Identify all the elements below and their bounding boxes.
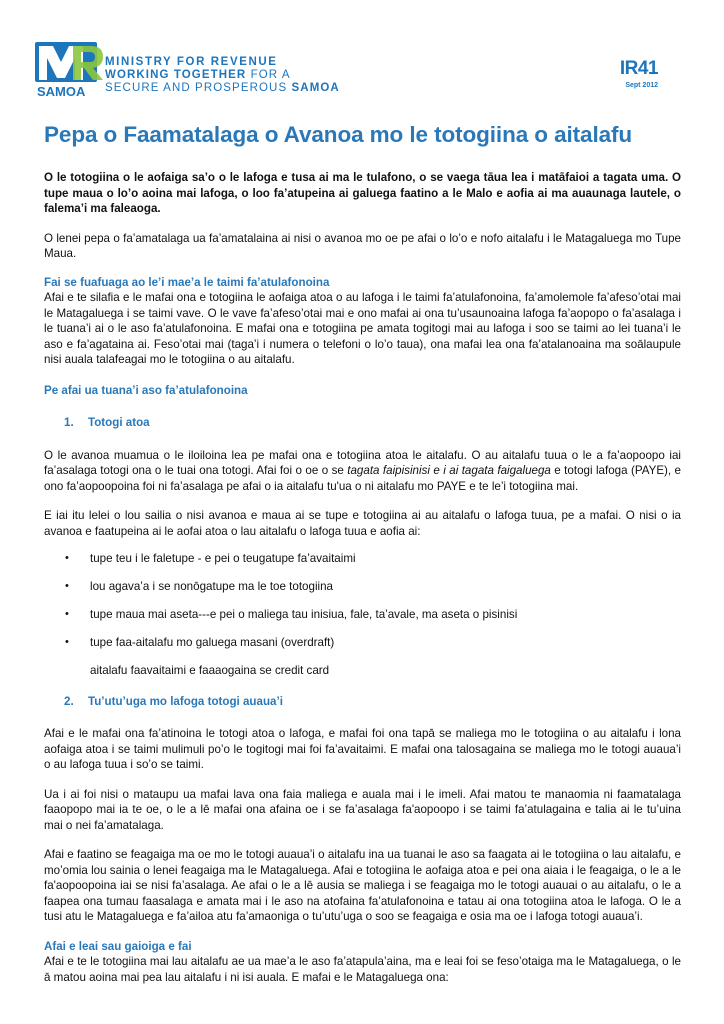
item1-p1-part-a: O le avanoa muamua o le iloiloina lea pe mafai ona e totogiina atoa le aitalafu. O au aitalafu tuua o le a fa’aopoopo iai fa’asalaga totogi ona o le tuai ona totogi. Afai foi o oe o se <box>44 448 681 477</box>
form-code: IR41 <box>619 58 658 79</box>
org-line-2-bold: WORKING TOGETHER <box>105 69 247 81</box>
document-body <box>44 170 681 985</box>
item1-heading <box>64 415 681 431</box>
list-note: aitalafu faavaitaimi e faaaogaina se credit card <box>90 664 330 677</box>
org-line-3 <box>105 82 340 95</box>
org-line-3-bold: SAMOA <box>291 82 340 94</box>
section1-body: Afai e te silafia e le mafai ona e totogiina le aofaiga atoa o au lafoga i le taimi fa’atulafonoina, fa’amolemole fa’afeso’otai mai le Matagaluega i se taimi vave. O le vave fa’afeso’otai mai e ono mafai ai ona tu’usaunoaina lafoga fa’aopopo o fa’asalaga i le tuana’i ai o le aso fa’atulafonoina. E mafai ona e totogiina pe amata togitogi mai au lafoga i soo se taimi ao lei tuana’i le aso e fa’agataina ai. Feso’otai mai (taga’i i numera o telefoni o lo’o taua), ona mafai lea ona fa’atalanoaina ma soālaupule nisi auala talafeagai mo le totogiina o au aitalafu. <box>44 291 681 366</box>
item2-heading <box>64 694 681 710</box>
form-code-block <box>620 58 658 89</box>
bullet-icon: • <box>65 552 69 564</box>
item1-p1-part-b: e totogi lafoga (PAYE), e ono fa’aopoopoina foi ni fa’asalaga pe afai o ia aitalafu tu'ua o ni aitalafu mo PAYE e te le’i totogiina mai. <box>44 464 682 493</box>
item1-paragraph-2: E iai itu lelei o lou sailia o nisi avanoa e maua ai se tupe e totogiina ai au aitalafu o lafoga tuua, pe a mafai. O nisi o ia avanoa e faatupeina ai le aofai atoa o lau aitalafu o lafoga tuua e aofia ai: <box>44 509 681 538</box>
list-item-text: tupe maua mai aseta---e pei o maliega tau inisiua, fale, ta’avale, ma aseta o pisinisi <box>90 608 518 621</box>
list-item-text: lou agava’a i se nonōgatupe ma le toe totogiina <box>90 580 334 593</box>
section3-heading: Afai e leai sau gaioiga e fai <box>44 939 192 953</box>
bullet-icon: • <box>65 580 69 592</box>
item1-label: Totogi atoa <box>88 416 150 429</box>
logo-samoa-text: SAMOA <box>37 84 86 99</box>
list-item <box>44 635 681 651</box>
list-item <box>44 579 681 595</box>
item2-number: 2. <box>64 694 74 708</box>
item2-label: Tu’utu’uga mo lafoga totogi auaua’i <box>88 694 283 708</box>
org-line-1: MINISTRY FOR REVENUE <box>105 56 278 68</box>
org-line-2-rest: FOR A <box>246 69 291 81</box>
intro-bold-paragraph: O le totogiina o le aofaiga sa’o o le lafoga e tusa ai ma le tulafono, o se vaega tāua lea i matāfaioi a tagata uma. O tupe maua o lo’o aoina mai lafoga, o loo fa’atupeina ai galuega faatino a le Malo e aofia ai ma auaunaga lautele, o falema’i ma faleaoga. <box>44 171 681 215</box>
item1-paragraph-1 <box>44 448 681 495</box>
item2-paragraph-1: Afai e le mafai ona fa’atinoina le totogi atoa o lafoga, e mafai foi ona tapā se maliega mo le totogiina o au aitalafu i lona aofaiga atoa i se taimi mulimuli po’o le togitogi mai foi fa’avaitaimi. E mafai ona talosagaina se maliega mo le totogi auaua’i o au lafoga tuua i so’o se taimi. <box>44 727 681 771</box>
funding-options-list <box>44 551 681 651</box>
item2-paragraph-3: Afai e faatino se feagaiga ma oe mo le totogi auaua’i o aitalafu ina ua tuanai le aso sa faagata ai le totogiina o lau aitalafu, e mo’omia lou sainia o lenei feagaiga ma le Matagaluega. Afai e totogiina le aofaiga atoa e pei ona aiaia i le feagaiga, o le a le fa'aopoopoina iai se nisi fa’asalaga. Ae afai o le a lē ausia se maliega i se feagaiga mo le totogi auauai o au aitalafu, o le a faapea ona tumau faasalaga e amata mai i le aso na atofaina fa’atulafonoina e tatau ai ona totogiina atoa le lafoga. O le a tusi atu le Matagaluega e fa’ailoa atu fa’amaoniga o tu’utu’uga o soo se feagaiga e osia ma oe i lafoga totogi auaua’i. <box>44 848 681 923</box>
section3-body: Afai e te le totogiina mai lau aitalafu ae ua mae’a le aso fa’atapula’aina, ma e leai foi se feso’otaiga ma le Matagaluega, o le ā matou aoina mai pea lau aitalafu i ni isi auala. E mafai e le Matagaluega ona: <box>44 955 681 984</box>
intro-paragraph: O lenei pepa o fa’amatalaga ua fa’amatalaina ai nisi o avanoa mo oe pe afai o lo’o e nofo aitalafu i le Matagaluega mo Tupe Maua. <box>44 231 681 260</box>
item1-number: 1. <box>64 416 74 429</box>
list-item <box>44 551 681 567</box>
org-name-block <box>105 56 340 95</box>
item1-p1-italic: tagata faipisinisi e i ai tagata faigaluega <box>347 464 551 477</box>
section1-heading: Fai se fuafuaga ao le’i mae’a le taimi fa’atulafonoina <box>44 275 330 289</box>
org-line-2 <box>105 69 340 82</box>
section2-heading: Pe afai ua tuana’i aso fa’atulafonoina <box>44 383 248 397</box>
form-date: Sept 2012 <box>625 82 658 89</box>
list-item-text: tupe faa-aitalafu mo galuega masani (overdraft) <box>90 636 335 649</box>
bullet-icon: • <box>65 636 69 648</box>
bullet-icon: • <box>65 608 69 620</box>
list-item-text: tupe teu i le faletupe - e pei o teugatupe fa’avaitaimi <box>90 552 356 565</box>
org-line-3-rest: SECURE AND PROSPEROUS <box>105 82 292 94</box>
page-title: Pepa o Faamatalaga o Avanoa mo le totogiina o aitalafu <box>44 122 633 147</box>
list-item <box>44 607 681 623</box>
item2-paragraph-2: Ua i ai foi nisi o mataupu ua mafai lava ona faia maliega e auala mai i le imeli. Afai matou te manaomia ni faamatalaga faaopopo mai ia te oe, o le a lē mafai ona afaina oe i se fa’asalaga fa'aopoopo i se taimi fa’atulagaina e talia ai le tu’uina mai o nei fa’amatalaga. <box>44 787 681 832</box>
